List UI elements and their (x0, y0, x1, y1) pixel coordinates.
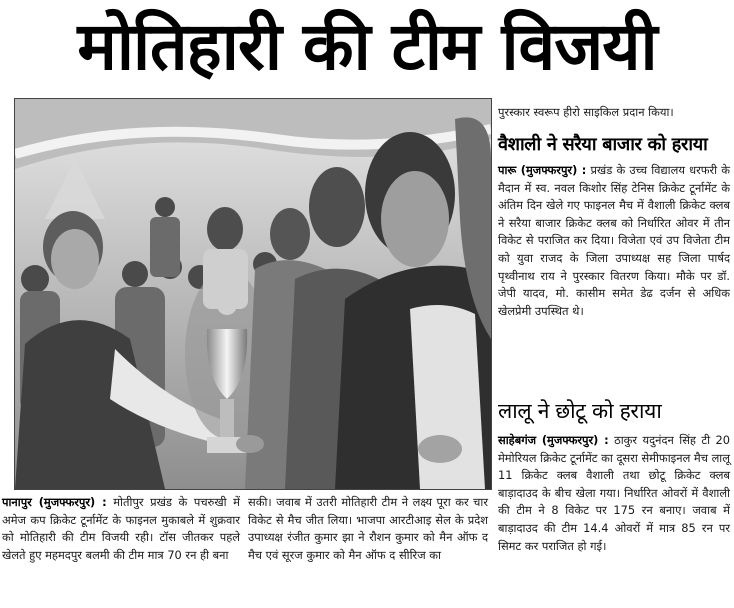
story1-body (498, 162, 730, 320)
story2-heading: लालू ने छोटू को हराया (498, 399, 662, 423)
story3-text-1: मोतीपुर प्रखंड के पचरुखी में अमेज कप क्रिकेट टूर्नामेंट के फाइनल मुकाबले में शुक्रवार को मोतिहारी की टीम विजयी रही। टॉस जीतकर पहले खेलते हुए महमदपुर बलमी की टीम मात्र 70 रन ही बना (2, 495, 240, 562)
story1-text: प्रखंड के उच्च विद्यालय धरफरी के मैदान में स्व. नवल किशोर सिंह टेनिस क्रिकेट टूर्नामेंट के अंतिम दिन खेले गए फाइनल मैच में वैशाली क्रिकेट क्लब ने सरैया बाजार क्रिकेट क्लब को निर्धारित ओवर में तीन विकेट से पराजित कर दिया। विजेता एवं उप विजेता टीम को युवा राजद के जिला उपाध्यक्ष सह जिला पार्षद पृथ्वीनाथ राय ने पुरस्कार वितरण किया। मौके पर डॉ. जेपी यादव, मो. कासीम समेत डेढ दर्जन से अधिक खेलप्रेमी उपस्थित थे। (498, 163, 730, 318)
right-column-lead (498, 104, 730, 122)
story1-dateline: पारू (मुजफ्फरपुर) : (498, 163, 587, 177)
story2-text: ठाकुर यदुनंदन सिंह टी 20 मेमोरियल क्रिकेट टूर्नामेंट का दूसरा सेमीफाइनल मैच लालू 11 क्रिकेट क्लब वैशाली तथा छोटू क्रिकेट क्लब बाड़ादाउद के बीच खेला गया। निर्धारित ओवरों में वैशाली की टीम ने 8 विकेट पर 175 रन बनाए। जवाब में बाड़ादाउद की टीम 14.4 ओवरों में मात्र 85 रन पर सिमट कर पराजित हो गई। (498, 433, 730, 553)
story3-dateline: पानापुर (मुजफ्फरपुर) : (2, 495, 107, 509)
story3-column-1 (2, 494, 240, 564)
story3-column-2 (248, 494, 488, 564)
news-photo (14, 98, 492, 490)
story2-body (498, 432, 730, 555)
lead-in-text: पुरस्कार स्वरूप हीरो साइकिल प्रदान किया। (498, 105, 674, 119)
story1-heading: वैशाली ने सरैया बाजार को हराया (498, 134, 708, 155)
story3-text-2: सकी। जवाब में उतरी मोतिहारी टीम ने लक्ष्य पूरा कर चार विकेट से मैच जीत लिया। भाजपा आरटीआइ सेल के प्रदेश उपाध्यक्ष रंजीत कुमार झा ने रौशन कुमार को मैन ऑफ द मैच एवं सूरज कुमार को मैन ऑफ द सीरिज का (248, 495, 488, 562)
headline: मोतिहारी की टीम विजयी (77, 8, 657, 85)
story2-dateline: साहेबगंज (मुजफ्फरपुर) : (498, 433, 609, 447)
